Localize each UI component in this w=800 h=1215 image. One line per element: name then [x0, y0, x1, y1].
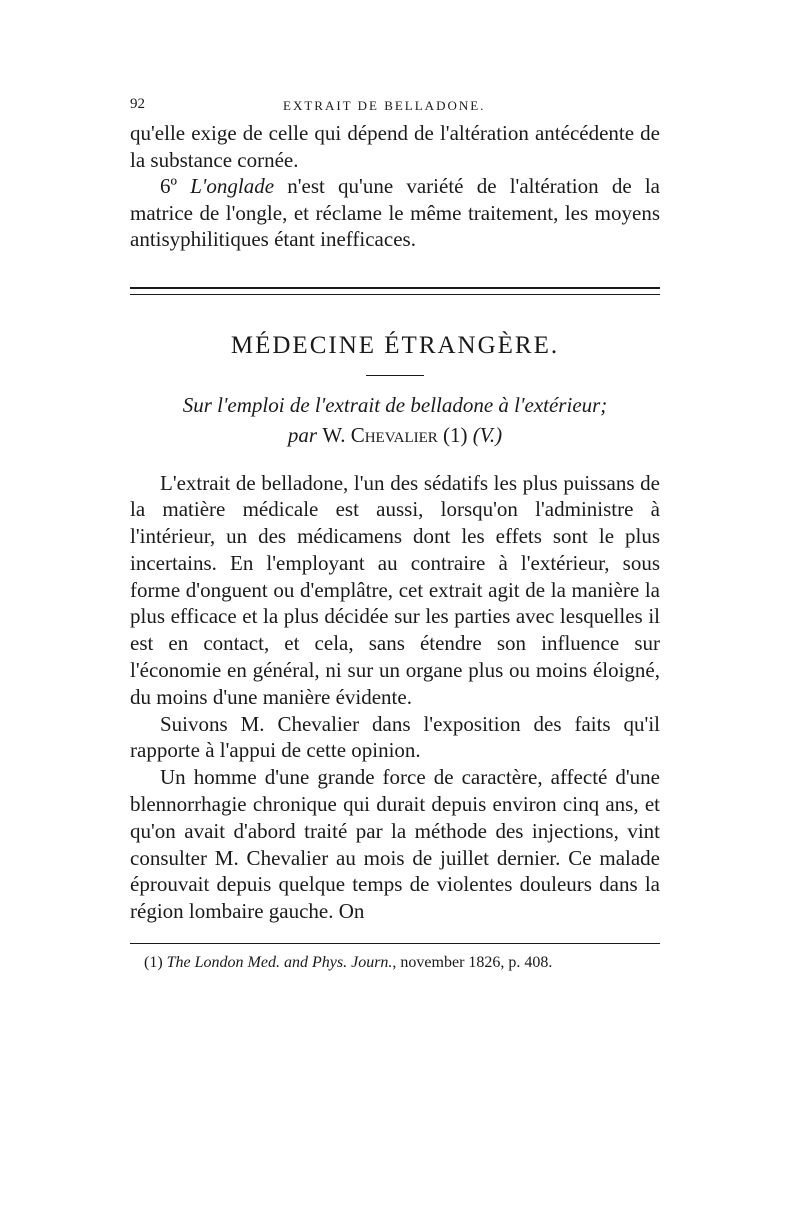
- footnote: [130, 952, 660, 974]
- byline-prefix: par: [287, 422, 318, 447]
- section-title: MÉDECINE ÉTRANGÈRE.: [230, 331, 560, 359]
- body-paragraph-1: L'extrait de belladone, l'un des sédatifs les plus puissans de la matière médicale est aussi, lorsqu'on l'administre à l'intérieur, un des médicamens dont les effets sont le plus incertains. En l'employant au contraire à l'extérieur, sous forme d'onguent ou d'emplâtre, cet extrait agit de la manière la plus efficace et la plus décidée sur les parties avec lesquelles il est en contact, et cela, sans étendre son influence sur l'économie en général, ni sur un organe plus ou moins éloigné, du moins d'une manière évidente.: [130, 470, 660, 709]
- running-title: EXTRAIT DE BELLADONE.: [283, 98, 486, 113]
- article-body: [130, 470, 660, 926]
- running-head: [130, 92, 660, 120]
- translator-mark: (V.): [472, 422, 503, 447]
- intro-item-6: [130, 173, 660, 253]
- intro-continuation: qu'elle exige de celle qui dépend de l'altération antécédente de la substance cornée.: [130, 121, 660, 172]
- author-name: W. Chevalier: [322, 422, 438, 447]
- body-paragraph-2: Suivons M. Chevalier dans l'exposition des faits qu'il rapporte à l'appui de cette opinion.: [130, 711, 660, 763]
- footnote-number: (1): [144, 954, 163, 972]
- article-byline: [130, 422, 660, 448]
- item-6-number: 6º: [160, 174, 178, 198]
- title-rule: [366, 375, 424, 376]
- item-6-text: n'est qu'une variété de l'altération de la matrice de l'ongle, et réclame le même traitement, les moyens antisyphilitiques étant inefficaces.: [130, 174, 660, 251]
- footnote-source: The London Med. and Phys. Journ.: [166, 954, 393, 972]
- book-page: [130, 92, 660, 974]
- body-paragraph-3: Un homme d'une grande force de caractère, affecté d'une blennorrhagie chronique qui durait depuis environ cinq ans, et qu'on avait d'abord traité par la méthode des injections, vint consulter M. Chevalier au mois de juillet dernier. Ce malade éprouvait depuis quelque temps de violentes douleurs dans la région lombaire gauche. On: [130, 765, 660, 924]
- footnote-rule: [130, 943, 660, 944]
- article-title: Sur l'emploi de l'extrait de belladone à l'extérieur;: [182, 392, 608, 417]
- section-divider: [130, 287, 660, 295]
- footnote-marker: (1): [443, 422, 468, 447]
- footnote-date: , november 1826, p. 408.: [392, 954, 553, 972]
- item-6-term: L'onglade: [190, 174, 275, 198]
- page-number: 92: [130, 96, 145, 112]
